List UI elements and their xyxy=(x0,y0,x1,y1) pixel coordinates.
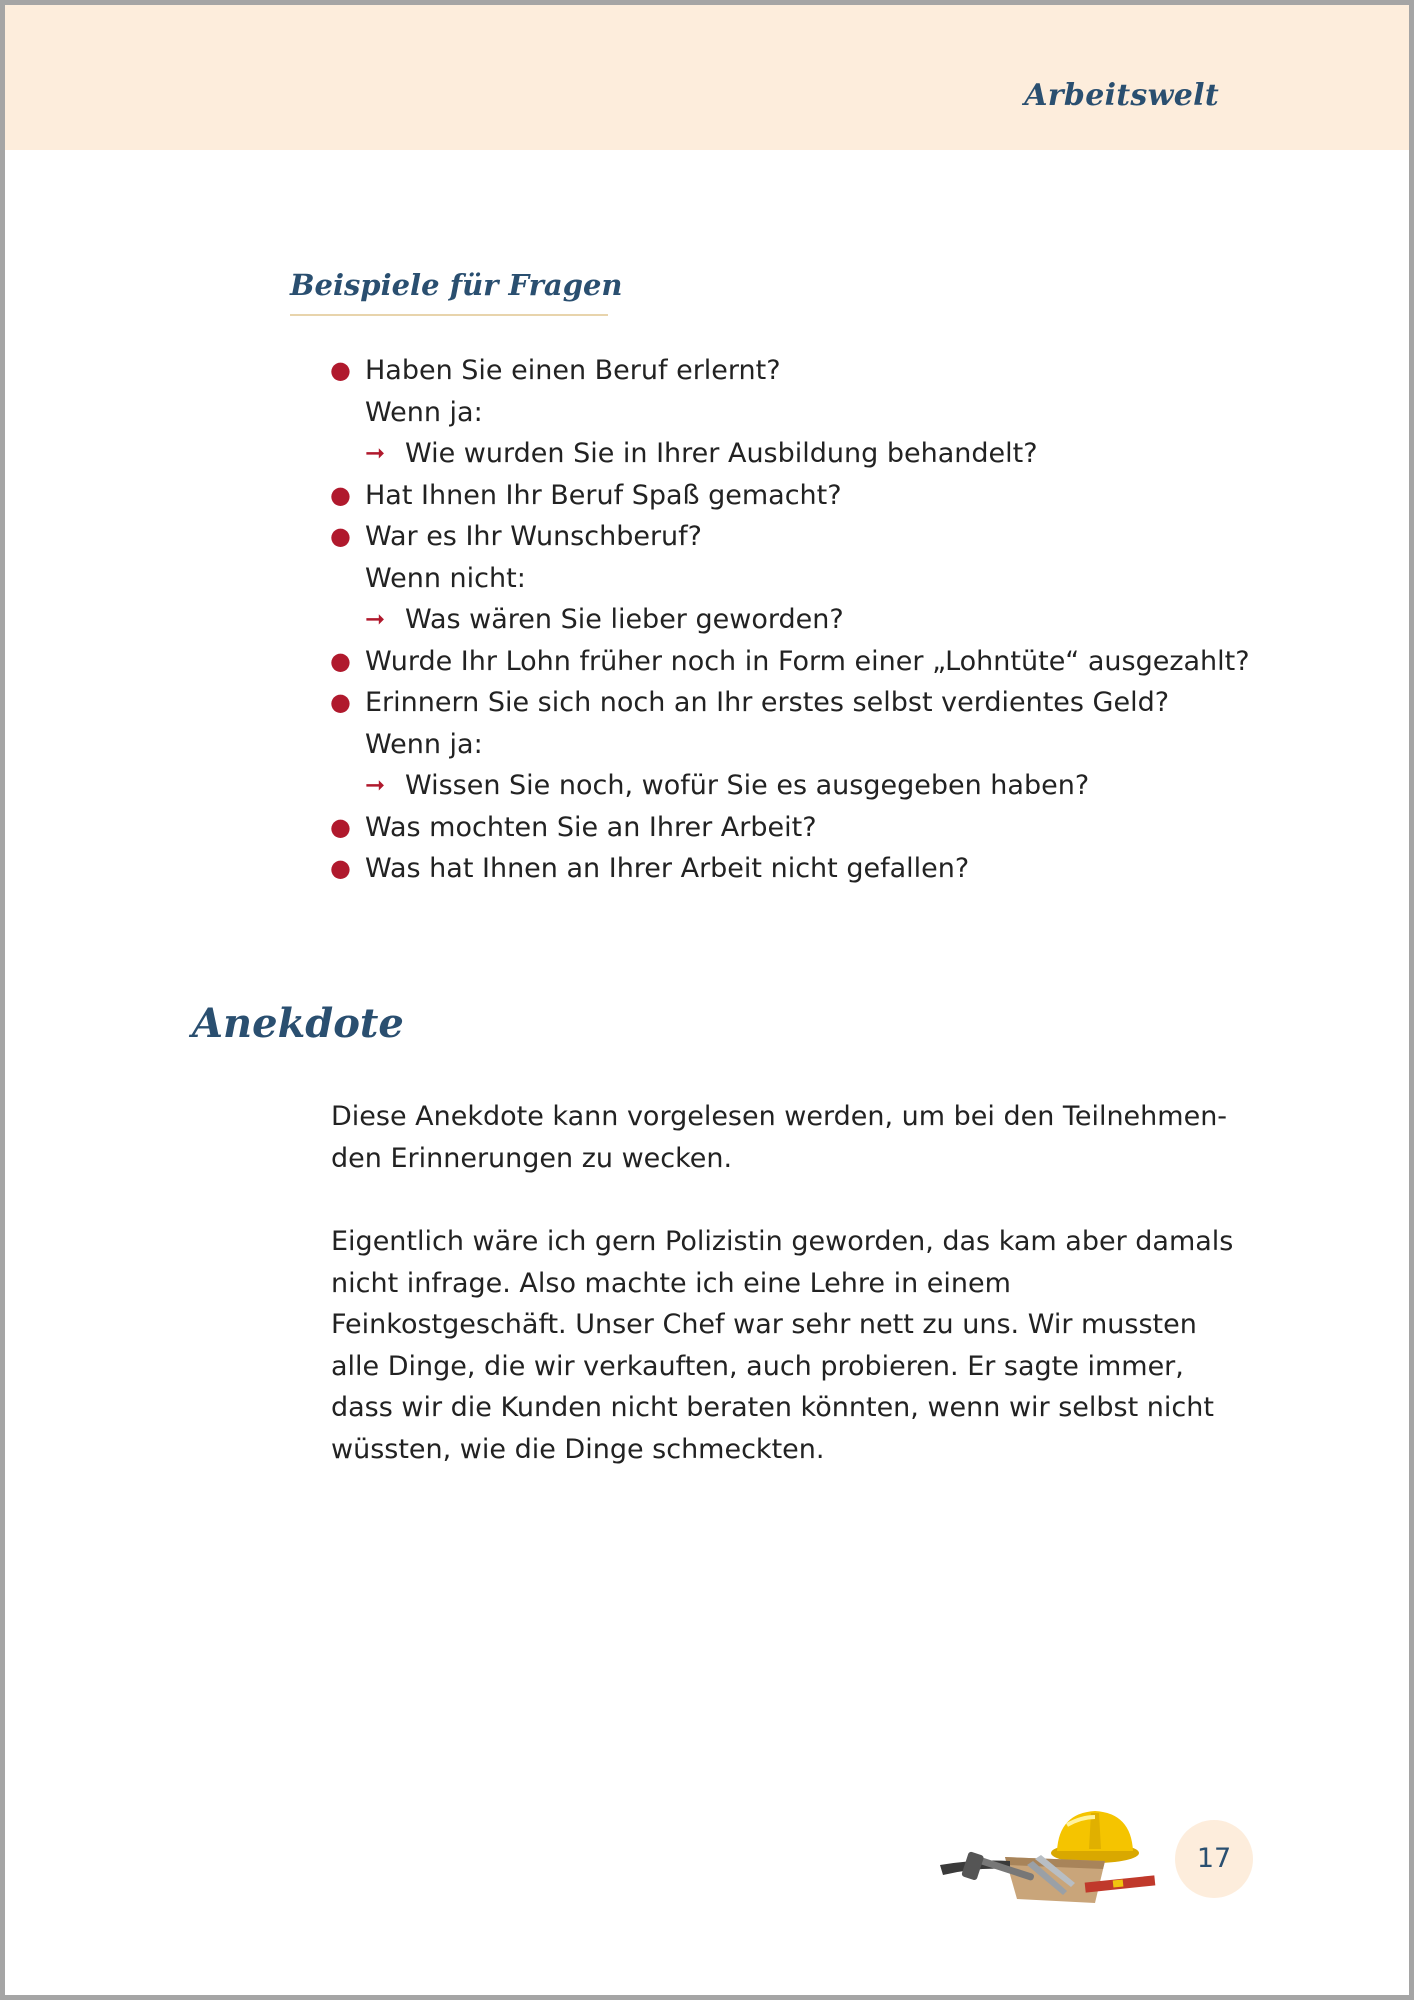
follow-up-question xyxy=(365,599,1265,641)
question-list xyxy=(330,350,1265,890)
follow-up-question xyxy=(365,765,1265,807)
tool-belt-illustration xyxy=(935,1795,1165,1915)
condition-text: Wenn ja: xyxy=(365,396,483,428)
section-title: Arbeitswelt xyxy=(1024,78,1219,113)
questions-heading: Beispiele für Fragen xyxy=(290,268,623,302)
anekdote-intro: Diese Anekdote kann vorgelesen werden, um bei den Teilnehmen-den Erinnerungen zu wecken. xyxy=(331,1101,1228,1174)
question-text: Wurde Ihr Lohn früher noch in Form einer „Lohntüte“ ausgezahlt? xyxy=(365,645,1250,677)
bullet-icon: ● xyxy=(330,854,351,882)
condition-text: Wenn ja: xyxy=(365,728,483,760)
arrow-right-icon: ➞ xyxy=(365,605,386,633)
list-item xyxy=(330,848,1265,890)
bullet-icon: ● xyxy=(330,688,351,716)
list-item xyxy=(330,682,1265,807)
list-item xyxy=(330,475,1265,517)
anekdote-heading: Anekdote xyxy=(192,1000,404,1047)
page-number: 17 xyxy=(1175,1820,1253,1898)
bullet-icon: ● xyxy=(330,356,351,384)
bullet-icon: ● xyxy=(330,522,351,550)
question-text: War es Ihr Wunschberuf? xyxy=(365,521,702,552)
question-text: Hat Ihnen Ihr Beruf Spaß gemacht? xyxy=(365,479,842,511)
list-item xyxy=(330,807,1265,849)
condition-text: Wenn nicht: xyxy=(365,562,526,594)
follow-up-question xyxy=(365,433,1265,475)
arrow-right-icon: ➞ xyxy=(365,771,386,799)
heading-underline xyxy=(290,314,608,316)
question-text: Was mochten Sie an Ihrer Arbeit? xyxy=(365,811,817,843)
follow-up-text: Wissen Sie noch, wofür Sie es ausgegeben haben? xyxy=(405,770,1090,801)
list-item xyxy=(330,516,1265,641)
arrow-right-icon: ➞ xyxy=(365,439,386,467)
bullet-icon: ● xyxy=(330,480,351,509)
question-text: Was hat Ihnen an Ihrer Arbeit nicht gefallen? xyxy=(365,853,970,884)
list-item xyxy=(330,641,1265,683)
follow-up-text: Wie wurden Sie in Ihrer Ausbildung behandelt? xyxy=(405,438,1038,469)
bullet-icon: ● xyxy=(330,646,351,675)
question-text: Erinnern Sie sich noch an Ihr erstes selbst verdientes Geld? xyxy=(365,687,1170,718)
follow-up-text: Was wären Sie lieber geworden? xyxy=(405,604,844,635)
anekdote-story: Eigentlich wäre ich gern Polizistin geworden, das kam aber damals nicht infrage. Also machte ich eine Lehre in einem Feinkostgeschäft. Unser Chef war sehr nett zu uns. Wir mussten alle Dinge, die wir verkauften, auch probieren. Er sagte immer, dass wir die Kunden nicht beraten könnten, wenn wir selbst nicht wüssten, wie die Dinge schmeckten. xyxy=(331,1226,1234,1465)
question-text: Haben Sie einen Beruf erlernt? xyxy=(365,355,781,386)
bullet-icon: ● xyxy=(330,812,351,841)
list-item xyxy=(330,350,1265,475)
